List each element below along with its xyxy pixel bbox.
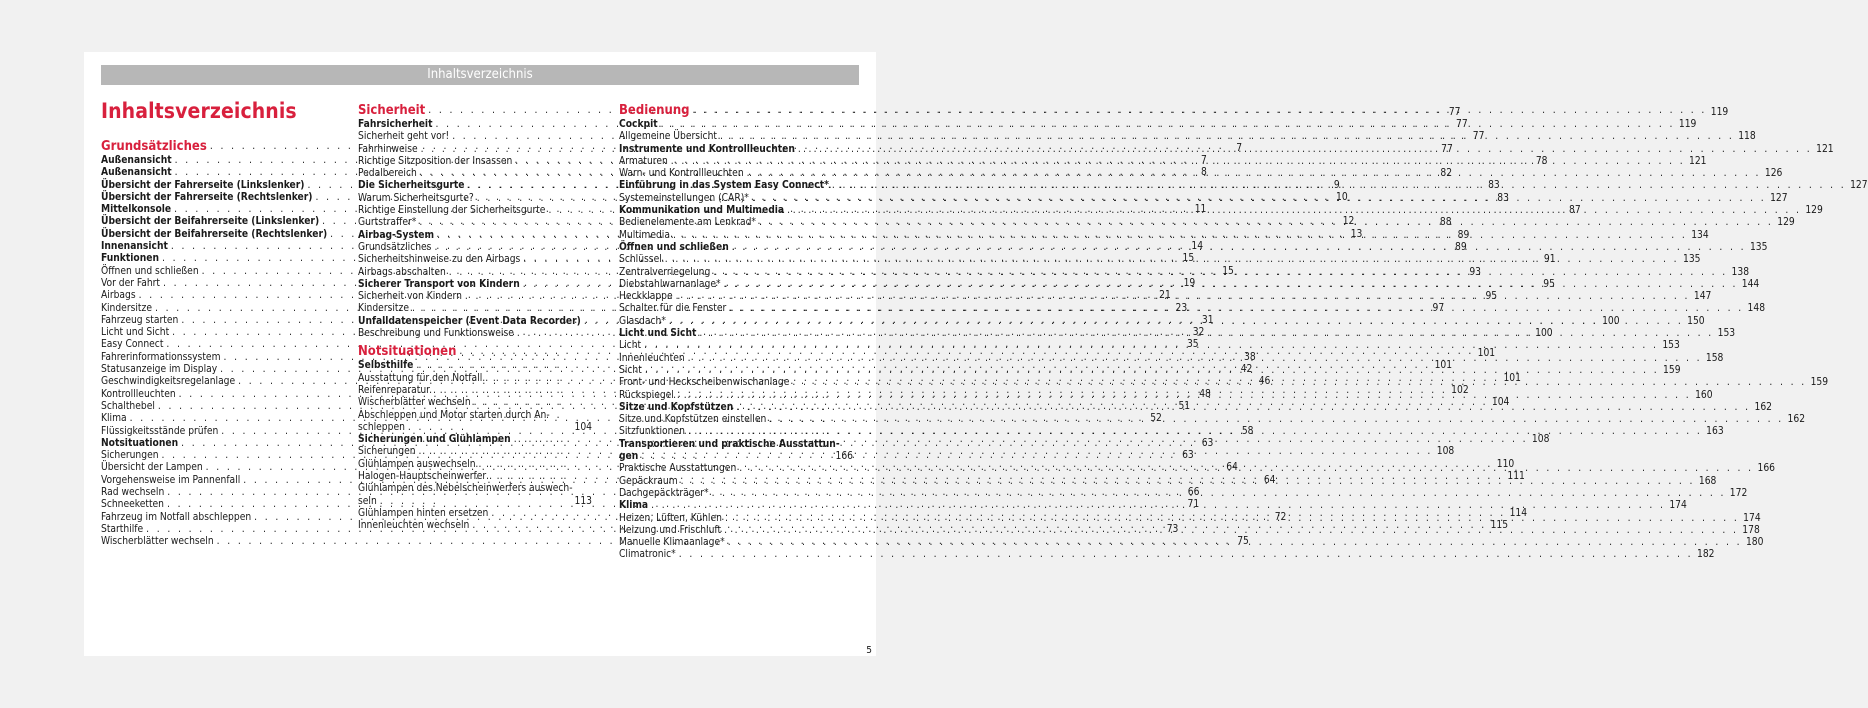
toc-page-number: 150 [1687, 315, 1705, 327]
toc-entry-title: Starthilfe [101, 523, 144, 535]
toc-entry-title: Easy Connect [101, 339, 164, 351]
toc-page-number: 119 [1710, 106, 1729, 118]
toc-page-number: 15 [1182, 253, 1195, 265]
toc-page-number: 46 [1258, 376, 1271, 388]
toc-entry-title: Multimedia [619, 229, 670, 241]
toc-page-number: 42 [1240, 364, 1253, 376]
dot-leader [829, 180, 1846, 192]
toc-page-number: 129 [1805, 205, 1823, 217]
page-number: 5 [866, 645, 872, 656]
toc-section-title: Sicherheit [358, 103, 426, 118]
toc-entry-title: Sicherer Transport von Kindern [358, 278, 520, 290]
toc-entry-title: Heizen, Lüften, Kühlen [619, 512, 722, 524]
toc-entry-title: Einführung in das System Easy Connect* [619, 180, 829, 192]
toc-entry-title: Schneeketten [101, 499, 164, 511]
toc-entry-title: Richtige Sitzposition der Insassen [358, 155, 513, 167]
toc-entry[interactable] [358, 410, 592, 435]
toc-page-number: 97 [1432, 303, 1445, 315]
toc-page-number: 153 [1717, 328, 1736, 340]
toc-page-number: 159 [1663, 364, 1681, 376]
toc-entry-title: Übersicht der Fahrerseite (Rechtslenker) [101, 191, 313, 203]
toc-entry-title: Innenleuchten wechseln [358, 520, 470, 532]
dot-leader [717, 131, 1734, 143]
dot-leader [685, 426, 1702, 438]
toc-page-number: 162 [1787, 414, 1806, 426]
toc-page-number: 162 [1754, 401, 1772, 413]
toc-entry-title: Kindersitze [101, 302, 152, 314]
toc-page-number: 153 [1662, 340, 1680, 352]
toc-page-number: 7 [1236, 142, 1243, 154]
toc-entry-title: Fahrsicherheit [358, 119, 433, 130]
toc-entry-title: Front- und Heckscheibenwischanlage [619, 377, 790, 389]
dot-leader [722, 513, 1739, 525]
toc-page-number: 89 [1457, 229, 1470, 241]
dot-leader [709, 488, 1726, 500]
toc-entry[interactable] [358, 483, 592, 508]
toc-entry-title: Öffnen und schließen [101, 265, 199, 277]
dot-leader [685, 353, 1702, 365]
toc-entry-title: Dachgepäckträger* [619, 487, 709, 499]
toc-page-number: 147 [1693, 291, 1712, 303]
toc-page-number: 48 [1199, 388, 1211, 400]
toc-page-number: 159 [1810, 377, 1829, 389]
toc-page-number: 71 [1187, 499, 1200, 511]
toc-entry-title: Funktionen [101, 253, 159, 265]
toc-page-number: 10 [1336, 191, 1348, 203]
page-title: Inhaltsverzeichnis [101, 99, 297, 123]
toc-page-number: 64 [1263, 474, 1276, 486]
toc-page-number: 160 [1695, 389, 1713, 401]
toc-page-number: 93 [1469, 266, 1482, 278]
toc-entry-title: Übersicht der Lampen [101, 462, 203, 474]
toc-page-number: 101 [1503, 372, 1521, 384]
toc-page-number: 100 [1602, 315, 1620, 327]
toc-page-number: 166 [1757, 463, 1775, 475]
toc-entry-title: Sitze und Kopfstützen einstellen [619, 414, 767, 426]
dot-leader [641, 340, 1658, 352]
toc-page-number: 19 [1183, 277, 1196, 289]
toc-entry-title: Rad wechseln [101, 487, 165, 499]
toc-page-number: 138 [1731, 266, 1750, 278]
toc-entry-title: Ausstattung für den Notfall [358, 372, 483, 384]
toc-page-number: 52 [1150, 413, 1162, 425]
toc-entry-title: Cockpit [619, 119, 658, 130]
toc-page-number: 63 [1201, 437, 1214, 449]
toc-entry-title: Kontrollleuchten [101, 388, 176, 400]
dot-leader [710, 267, 1727, 279]
dot-leader [756, 217, 1773, 229]
toc-entry-title: Fahrzeug im Notfall abschleppen [101, 511, 252, 523]
toc-page-number: 113 [574, 495, 592, 507]
toc-entry-title: Licht [619, 340, 642, 352]
toc-page-number: 158 [1705, 352, 1724, 364]
dot-leader [744, 168, 1761, 180]
page [84, 52, 1868, 656]
toc-page-number: 95 [1485, 291, 1498, 303]
dot-leader [658, 119, 1675, 131]
toc-page-number: 11 [1194, 204, 1207, 216]
toc-entry-title: Sicherungen [101, 450, 159, 462]
toc-page-number: 100 [1535, 328, 1553, 340]
toc-page-number: 163 [1706, 426, 1724, 438]
toc-entry-title: Sicht [619, 364, 642, 376]
toc-page-number: 83 [1497, 192, 1509, 204]
toc-entry-title: Vorgehensweise im Pannenfall [101, 474, 241, 486]
toc-page-number: 101 [1477, 348, 1496, 360]
toc-entry-title: Glühlampen auswechseln [358, 458, 476, 470]
toc-entry-title: Übersicht der Fahrerseite (Linkslenker) [101, 179, 305, 191]
toc-entry-title: Sicherheit von Kindern [358, 291, 462, 303]
toc-page-number: 72 [1274, 511, 1287, 523]
toc-page-number: 110 [1496, 458, 1515, 470]
toc-entry-title: Licht und Sicht [101, 327, 170, 339]
toc-entry-title: Sitze und Kopfstützen [619, 401, 734, 413]
toc-page-number: 115 [1490, 520, 1509, 532]
toc-entry-title: Warum Sicherheitsgurte? [358, 192, 474, 204]
toc-entry-title: Gepäckraum [619, 475, 678, 487]
dot-leader [642, 365, 1659, 377]
toc-page-number: 134 [1691, 229, 1709, 241]
toc-page-number: 12 [1342, 216, 1355, 228]
toc-entry-title: Heizung und Frischluft [619, 524, 722, 536]
toc-page-number: 73 [1166, 523, 1179, 535]
dot-leader [377, 434, 571, 508]
dot-leader [721, 279, 1738, 291]
dot-leader [648, 500, 1665, 512]
toc-page-number: 182 [1696, 549, 1715, 561]
dot-leader [721, 525, 1738, 537]
toc-page-number: 148 [1747, 303, 1766, 315]
toc-page-number: 35 [1186, 339, 1199, 351]
toc-entry-title: Übersicht der Beifahrerseite (Rechtslenker) [101, 228, 328, 240]
dot-leader [676, 549, 1693, 561]
toc-page-number: 64 [1226, 462, 1238, 474]
toc-page-number: 119 [1678, 119, 1697, 130]
toc-page-number: 108 [1531, 434, 1550, 446]
toc-page-number: 23 [1175, 302, 1188, 314]
toc-entry-title: Notsituationen [101, 437, 179, 449]
toc-entry-title: Sicherungen [358, 446, 416, 458]
toc-entry-title: Transportieren und praktische Ausstattun- [619, 438, 840, 450]
toc-entry-title: Wischerblätter wechseln [101, 536, 214, 548]
toc-page-number: 178 [1742, 524, 1760, 536]
toc-entry-title: Diebstahlwarnanlage* [619, 278, 721, 290]
dot-leader [726, 303, 1743, 315]
dot-leader [789, 377, 1806, 389]
dot-leader [405, 348, 571, 434]
toc-page-number: 15 [1222, 265, 1234, 277]
toc-entry-title: Abschleppen und Motor starten durch An- [358, 409, 550, 421]
dot-leader [670, 230, 1687, 242]
toc-entry-title: Richtige Einstellung der Sicherheitsgurte [358, 205, 546, 217]
toc-section-title: Grundsätzliches [101, 139, 207, 154]
toc-entry-title: Selbsthilfe [358, 360, 414, 372]
dot-leader [766, 414, 1783, 426]
toc-entry-title: Außenansicht [101, 167, 172, 179]
toc-page-number: 95 [1543, 278, 1555, 290]
toc-entry-title: Gurtstraffer* [358, 217, 417, 229]
toc-page-number: 83 [1488, 180, 1500, 192]
toc-entry-title: Airbag-System [358, 229, 435, 241]
toc-entry-title: Klima [101, 413, 127, 425]
toc-page-number: 13 [1350, 228, 1363, 240]
toc-page-number: 88 [1439, 217, 1452, 229]
running-header: Inhaltsverzeichnis [101, 65, 859, 85]
dot-leader [729, 242, 1746, 254]
dot-leader [668, 156, 1685, 168]
toc-entry-title: Innenleuchten [619, 352, 685, 364]
toc-page-number: 180 [1745, 537, 1764, 549]
toc-page-number: 77 [1472, 131, 1485, 143]
toc-page-number: 75 [1237, 536, 1249, 548]
toc-entry[interactable] [619, 439, 853, 464]
toc-entry-title: Wischerblätter wechseln [358, 397, 471, 409]
dot-leader [733, 402, 1750, 414]
toc-page-number: 32 [1192, 327, 1205, 339]
dot-leader [795, 144, 1812, 156]
toc-entry-title: Heckklappe [619, 291, 673, 303]
toc-entry-title: Sicherungen und Glühlampen [358, 434, 511, 446]
toc-page-number: 118 [1738, 131, 1756, 143]
toc-page-number: 174 [1743, 512, 1761, 524]
toc-page-number: 78 [1535, 155, 1548, 167]
toc-section-title: Bedienung [619, 103, 690, 118]
toc-entry-title: Mittelkonsole [101, 204, 172, 216]
toc-page-number: 101 [1434, 360, 1453, 372]
toc-entry-title: Armaturen [619, 155, 668, 167]
toc-entry-title: Licht und Sicht [619, 328, 697, 340]
toc-entry-title: Allgemeine Übersicht [619, 131, 717, 143]
toc-entry-title: Warn- und Kontrollleuchten [619, 168, 744, 180]
toc-page-number: 77 [1441, 143, 1453, 155]
toc-page-number: 127 [1850, 180, 1868, 192]
toc-entry-title: Glühlampen hinten ersetzen [358, 507, 489, 519]
toc-entry-title: Übersicht der Beifahrerseite (Linkslenker) [101, 216, 320, 228]
toc-entry-title: Systemeinstellungen (CAR)* [619, 192, 749, 204]
toc-entry-title-continued: schleppen [358, 421, 405, 433]
toc-entry-title: Klima [619, 500, 649, 512]
toc-entry-title: Geschwindigkeitsregelanlage [101, 376, 236, 388]
toc-entry-title: Beschreibung und Funktionsweise [358, 328, 514, 340]
toc-entry-title: Die Sicherheitsgurte [358, 180, 465, 192]
toc-page-number: 51 [1178, 400, 1191, 412]
toc-entry-title: Unfalldatenspeicher (Event Data Recorder) [358, 315, 581, 327]
dot-leader [638, 390, 831, 464]
toc-entry-title: Bedienelemente am Lenkrad* [619, 217, 757, 229]
dot-leader [725, 537, 1742, 549]
toc-entry[interactable] [619, 549, 1715, 561]
toc-page-number: 174 [1669, 500, 1687, 512]
toc-page-number: 168 [1698, 475, 1717, 487]
toc-page-number: 8 [1200, 167, 1207, 179]
toc-entry-title: Flüssigkeitsstände prüfen [101, 425, 219, 437]
toc-entry-title: Zentralverriegelung [619, 266, 711, 278]
toc-page-number: 127 [1770, 192, 1788, 204]
toc-page-number: 172 [1729, 487, 1748, 499]
toc-page-number: 121 [1816, 143, 1834, 155]
toc-entry-title: Schalter für die Fenster [619, 303, 727, 315]
toc-entry-title: Glühlampen des Nebelscheinwerfers auswech- [358, 483, 573, 495]
toc-entry-title: Rückspiegel [619, 389, 674, 401]
toc-entry-title: Vor der Fahrt [101, 277, 161, 289]
toc-page-number: 87 [1569, 205, 1581, 217]
toc-entry-title-continued: gen [619, 451, 639, 463]
toc-entry-title: Sitzfunktionen [619, 426, 685, 438]
dot-leader [784, 205, 1801, 217]
toc-entry-title: Außenansicht [101, 155, 172, 166]
toc-page-number: 126 [1764, 168, 1783, 180]
toc-entry-title: Fahrhinweise [358, 143, 418, 155]
toc-page-number: 58 [1241, 425, 1254, 437]
toc-page-number: 14 [1191, 241, 1204, 253]
toc-entry-title: Statusanzeige im Display [101, 364, 218, 376]
dot-leader [666, 316, 1683, 328]
toc-page-number: 135 [1682, 254, 1701, 266]
toc-page-number: 135 [1749, 241, 1768, 253]
toc-page-number: 66 [1187, 487, 1200, 499]
toc-entry-title: Instrumente und Kontrollleuchten [619, 143, 795, 155]
toc-entry-title: Reifenreparatur [358, 384, 430, 396]
toc-page-number: 91 [1543, 254, 1556, 266]
toc-page-number: 144 [1741, 278, 1760, 290]
toc-entry-title: Kommunikation und Multimedia [619, 205, 785, 217]
dot-leader [696, 328, 1713, 340]
toc-page-number: 9 [1333, 179, 1340, 191]
toc-entry-title: Öffnen und schließen [619, 241, 729, 253]
dot-leader [673, 291, 1690, 303]
toc-page-number: 63 [1182, 450, 1194, 462]
dot-leader [678, 476, 1695, 488]
toc-page-number: 104 [1491, 397, 1510, 409]
toc-entry-title: Schlüssel [619, 254, 662, 266]
toc-page-number: 89 [1455, 241, 1467, 253]
toc-page-number: 77 [1456, 119, 1468, 130]
toc-entry-title: Schalthebel [101, 400, 155, 412]
toc-entry-title: Fahrzeug starten [101, 314, 179, 326]
toc-page-number: 102 [1451, 384, 1469, 396]
toc-page-number: 108 [1436, 446, 1455, 458]
toc-entry-title: Fahrerinformationssystem [101, 351, 221, 363]
toc-entry-title: Sicherheitshinweise zu den Airbags [358, 254, 521, 266]
toc-page-number: 21 [1159, 290, 1171, 302]
toc-page-number: 7 [1200, 155, 1207, 166]
toc-page-number: 111 [1507, 471, 1525, 483]
toc-page-number: 31 [1201, 314, 1214, 326]
toc-page-number: 114 [1509, 507, 1528, 519]
toc-page-number: 166 [835, 451, 853, 463]
toc-entry-title: Praktische Ausstattungen [619, 463, 737, 475]
toc-entry-title: Pedalbereich [358, 168, 417, 180]
toc-entry-title: Airbags abschalten [358, 266, 446, 278]
toc-section-title: Notsituationen [358, 344, 457, 360]
toc-page-number: 77 [1448, 106, 1461, 118]
toc-entry-title: Innenansicht [101, 241, 168, 253]
dot-leader [736, 463, 1753, 475]
toc-page-number: 104 [574, 421, 592, 433]
toc-page-number: 129 [1777, 217, 1795, 229]
toc-entry-title: Climatronic* [619, 549, 676, 561]
dot-leader [690, 102, 1707, 119]
toc-entry-title: Kindersitze [358, 303, 409, 315]
toc-entry-title: Halogen-Hauptscheinwerfer [358, 471, 487, 483]
toc-entry-title: Manuelle Klimaanlage* [619, 537, 725, 549]
toc-entry-title: Grundsätzliches [358, 241, 432, 253]
toc-entry-title-continued: seln [358, 495, 377, 507]
toc-page-number: 121 [1689, 155, 1707, 167]
dot-leader [662, 254, 1679, 266]
toc-entry-title: Glasdach* [619, 315, 666, 327]
dot-leader [749, 193, 1766, 205]
toc-page-number: 38 [1244, 351, 1256, 363]
toc-page-number: 82 [1440, 168, 1453, 180]
toc-entry-title: Airbags [101, 290, 136, 302]
toc-entry-title: Sicherheit geht vor! [358, 131, 450, 143]
